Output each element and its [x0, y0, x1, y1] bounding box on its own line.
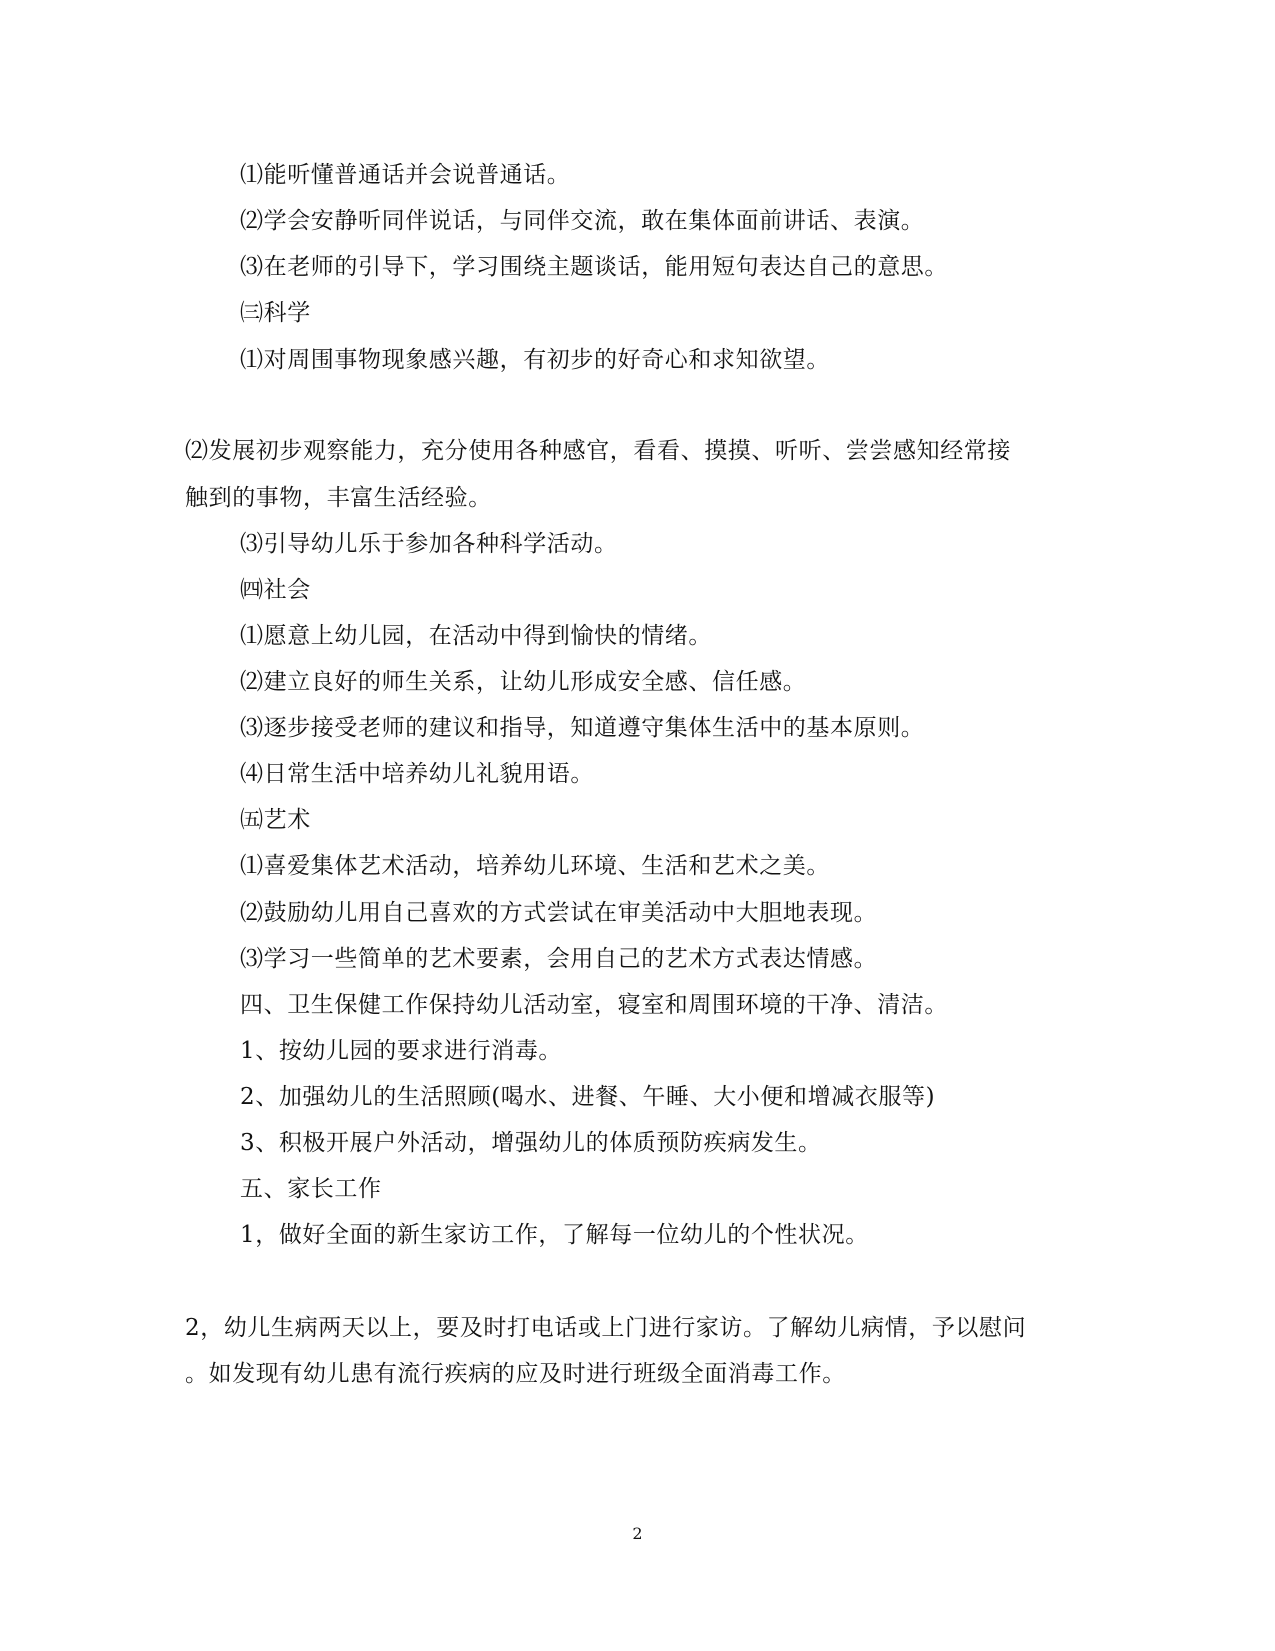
text-line: 2、加强幼儿的生活照顾(喝水、进餐、午睡、大小便和增减衣服等): [240, 1084, 936, 1110]
text-line: ⑵学会安静听同伴说话，与同伴交流，敢在集体面前讲话、表演。: [240, 208, 925, 234]
text-line: 1，做好全面的新生家访工作，了解每一位幼儿的个性状况。: [240, 1222, 869, 1248]
text-line: ⑴能听懂普通话并会说普通话。: [240, 162, 571, 188]
text-line: ⑵发展初步观察能力，充分使用各种感官，看看、摸摸、听听、尝尝感知经常接: [185, 438, 1011, 464]
text-line: 3、积极开展户外活动，增强幼儿的体质预防疾病发生。: [240, 1130, 822, 1156]
text-line: ⑵建立良好的师生关系，让幼儿形成安全感、信任感。: [240, 669, 807, 695]
text-line: 。如发现有幼儿患有流行疾病的应及时进行班级全面消毒工作。: [185, 1361, 846, 1387]
text-line: ⑶引导幼儿乐于参加各种科学活动。: [240, 531, 618, 557]
text-line: ⑴愿意上幼儿园，在活动中得到愉快的情绪。: [240, 623, 712, 649]
text-line: 触到的事物，丰富生活经验。: [185, 485, 492, 511]
text-line: ⑶在老师的引导下，学习围绕主题谈话，能用短句表达自己的意思。: [240, 254, 948, 280]
text-line: ⑷日常生活中培养幼儿礼貌用语。: [240, 761, 594, 787]
text-line: 1、按幼儿园的要求进行消毒。: [240, 1038, 563, 1064]
section-heading: 五、家长工作: [240, 1176, 382, 1202]
section-heading: ㈤艺术: [240, 807, 311, 833]
text-line: ⑶逐步接受老师的建议和指导，知道遵守集体生活中的基本原则。: [240, 715, 925, 741]
section-heading: ㈣社会: [240, 577, 311, 603]
text-line: ⑴喜爱集体艺术活动，培养幼儿环境、生活和艺术之美。: [240, 853, 830, 879]
section-heading: ㈢科学: [240, 300, 311, 326]
text-line: ⑵鼓励幼儿用自己喜欢的方式尝试在审美活动中大胆地表现。: [240, 900, 878, 926]
text-line: 2，幼儿生病两天以上，要及时打电话或上门进行家访。了解幼儿病情，予以慰问: [185, 1315, 1027, 1341]
page-number: 2: [632, 1524, 643, 1543]
text-line: ⑴对周围事物现象感兴趣，有初步的好奇心和求知欲望。: [240, 347, 830, 373]
section-heading: 四、卫生保健工作保持幼儿活动室，寝室和周围环境的干净、清洁。: [240, 992, 948, 1018]
text-line: ⑶学习一些简单的艺术要素，会用自己的艺术方式表达情感。: [240, 946, 878, 972]
